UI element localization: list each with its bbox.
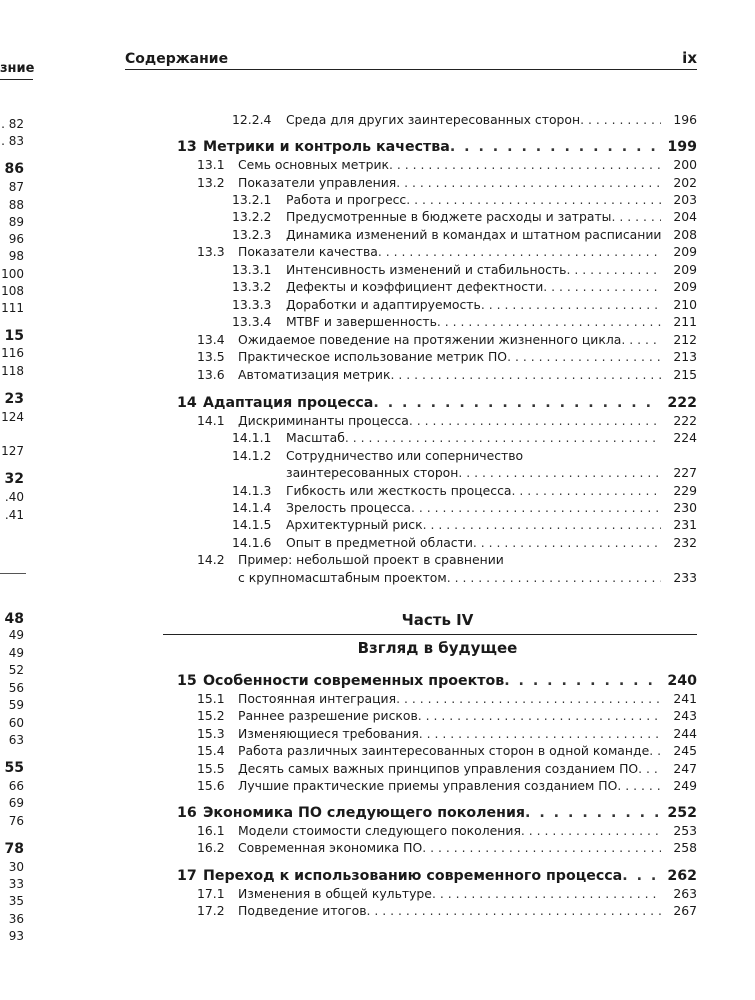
- toc-entry-number: 13.3: [197, 244, 225, 259]
- toc-entry-row[interactable]: [0, 111, 755, 129]
- toc-entry-number: 14.1.1: [232, 430, 272, 445]
- toc-entry-row[interactable]: [0, 331, 755, 349]
- left-page-number: 89: [8, 215, 24, 229]
- toc-entry-page: 200: [673, 157, 697, 172]
- toc-entry-title: заинтересованных сторон: [286, 465, 459, 480]
- toc-dot-leader: [450, 137, 661, 157]
- toc-entry-row[interactable]: [0, 690, 755, 708]
- toc-entry-number: 15.2: [197, 708, 225, 723]
- toc-entry-title: Динамика изменений в командах и штатном расписании: [286, 227, 662, 242]
- toc-entry-row[interactable]: [0, 191, 755, 209]
- toc-entry-row[interactable]: [0, 482, 755, 500]
- toc-entry-row[interactable]: [0, 534, 755, 552]
- toc-dot-leader: [423, 516, 661, 534]
- left-page-number: 48: [4, 611, 24, 627]
- header-rule: [125, 69, 697, 70]
- page-number: ix: [682, 49, 697, 67]
- toc-entry-title: Дискриминанты процесса: [238, 413, 409, 428]
- toc-dot-leader: [617, 777, 661, 795]
- toc-entry-row[interactable]: [0, 707, 755, 725]
- toc-entry-row[interactable]: [0, 464, 755, 482]
- left-page-number: .40: [4, 490, 24, 504]
- toc-entry-row[interactable]: [0, 296, 755, 314]
- toc-entry-row[interactable]: [0, 156, 755, 174]
- left-page-number: 52: [8, 663, 24, 677]
- toc-dot-leader: [390, 366, 661, 384]
- toc-entry-number: 13.3.4: [232, 314, 272, 329]
- toc-entry-page: 229: [673, 483, 697, 498]
- left-page-number: 55: [4, 760, 24, 776]
- toc-entry-title: Лучшие практические приемы управления созданием ПО: [238, 778, 618, 793]
- toc-entry-number: 13.2.2: [232, 209, 272, 224]
- toc-entry-row[interactable]: [0, 885, 755, 903]
- toc-entry-title: Предусмотренные в бюджете расходы и затраты: [286, 209, 612, 224]
- toc-dot-leader: [521, 822, 661, 840]
- toc-entry-page: 231: [673, 517, 697, 532]
- toc-entry-page: 196: [673, 112, 697, 127]
- toc-entry-page: 230: [673, 500, 697, 515]
- toc-dot-leader: [378, 243, 661, 261]
- toc-entry-row[interactable]: [0, 313, 755, 331]
- toc-dot-leader: [373, 393, 661, 413]
- toc-entry-row[interactable]: [0, 447, 755, 465]
- toc-entry-row[interactable]: [0, 777, 755, 795]
- toc-entry-title: Сотрудничество или соперничество: [286, 448, 524, 463]
- left-page-number: . 82: [1, 117, 24, 131]
- toc-entry-row[interactable]: [0, 243, 755, 261]
- toc-entry-page: 233: [673, 570, 697, 585]
- toc-entry-page: 241: [673, 691, 697, 706]
- left-page-number: 36: [8, 912, 24, 926]
- toc-dot-leader: [345, 429, 661, 447]
- toc-entry-title: Дефекты и коэффициент дефектности: [286, 279, 544, 294]
- left-page-number: 49: [8, 646, 24, 660]
- toc-entry-page: 227: [673, 465, 697, 480]
- toc-dot-leader: [389, 156, 661, 174]
- toc-entry-title: Интенсивность изменений и стабильность: [286, 262, 567, 277]
- left-page-number: 96: [8, 232, 24, 246]
- toc-dot-leader: [507, 348, 661, 366]
- toc-entry-row[interactable]: [0, 348, 755, 366]
- toc-entry-page: 209: [673, 244, 697, 259]
- toc-entry-number: 14: [177, 395, 197, 411]
- toc-dot-leader: [481, 296, 661, 314]
- toc-entry-page: 204: [673, 209, 697, 224]
- toc-dot-leader: [512, 482, 661, 500]
- left-page-number: 86: [4, 161, 24, 177]
- toc-entry-page: 232: [673, 535, 697, 550]
- toc-entry-title: Автоматизация метрик: [238, 367, 391, 382]
- toc-entry-row[interactable]: [0, 226, 755, 244]
- part-label: Часть IV: [401, 611, 474, 629]
- toc-entry-row[interactable]: [0, 278, 755, 296]
- left-page-number: 88: [8, 198, 24, 212]
- toc-entry-title: Раннее разрешение рисков: [238, 708, 418, 723]
- left-page-number: 100: [1, 267, 24, 281]
- toc-entry-title: Адаптация процесса: [203, 395, 374, 411]
- left-page-number: 118: [1, 364, 24, 378]
- toc-entry-title: Модели стоимости следующего поколения: [238, 823, 521, 838]
- toc-entry-number: 14.1.4: [232, 500, 272, 515]
- toc-dot-leader: [458, 464, 661, 482]
- toc-entry-page: 224: [673, 430, 697, 445]
- toc-entry-title: Пример: небольшой проект в сравнении: [238, 552, 504, 567]
- toc-dot-leader: [580, 111, 661, 129]
- left-page-number: 15: [4, 328, 24, 344]
- left-page-number: 33: [8, 877, 24, 891]
- toc-dot-leader: [396, 174, 661, 192]
- toc-chapter-row[interactable]: [0, 671, 755, 691]
- toc-dot-leader: [419, 725, 661, 743]
- toc-entry-title: Экономика ПО следующего поколения: [203, 805, 526, 821]
- toc-entry-title: Зрелость процесса: [286, 500, 412, 515]
- toc-entry-page: 199: [667, 139, 697, 155]
- toc-entry-page: 209: [673, 279, 697, 294]
- toc-entry-row[interactable]: [0, 742, 755, 760]
- toc-entry-title: Изменяющиеся требования: [238, 726, 419, 741]
- toc-entry-title: Подведение итогов: [238, 903, 367, 918]
- toc-dot-leader: [543, 278, 661, 296]
- left-page-number: 87: [8, 180, 24, 194]
- toc-entry-page: 209: [673, 262, 697, 277]
- toc-entry-title: Переход к использованию современного процесса: [203, 868, 623, 884]
- toc-dot-leader: [367, 902, 661, 920]
- left-page-header-rule: [0, 79, 33, 80]
- left-page-number: 60: [8, 716, 24, 730]
- left-page-number: 78: [4, 841, 24, 857]
- left-page-number: .41: [4, 508, 24, 522]
- toc-dot-leader: [621, 331, 661, 349]
- toc-entry-row[interactable]: [0, 499, 755, 517]
- toc-chapter-row[interactable]: [0, 866, 755, 886]
- toc-dot-leader: [473, 534, 661, 552]
- toc-entry-page: 253: [673, 823, 697, 838]
- toc-entry-page: 249: [673, 778, 697, 793]
- toc-dot-leader: [447, 569, 661, 587]
- toc-entry-number: 14.2: [197, 552, 225, 567]
- toc-entry-row[interactable]: [0, 551, 755, 569]
- left-page-number: 108: [1, 284, 24, 298]
- toc-entry-page: 252: [667, 805, 697, 821]
- left-page-number: 63: [8, 733, 24, 747]
- page-title: Содержание: [125, 51, 229, 67]
- toc-dot-leader: [566, 261, 661, 279]
- toc-entry-row[interactable]: [0, 760, 755, 778]
- toc-entry-title: с крупномасштабным проектом: [238, 570, 447, 585]
- toc-entry-number: 17: [177, 868, 197, 884]
- toc-entry-page: 267: [673, 903, 697, 918]
- toc-entry-row[interactable]: [0, 516, 755, 534]
- toc-dot-leader: [418, 707, 661, 725]
- toc-entry-number: 13.4: [197, 332, 225, 347]
- toc-entry-number: 13: [177, 139, 197, 155]
- toc-entry-title: Гибкость или жесткость процесса: [286, 483, 512, 498]
- toc-entry-number: 13.3.1: [232, 262, 272, 277]
- toc-chapter-row[interactable]: [0, 137, 755, 157]
- left-page-number: 66: [8, 779, 24, 793]
- toc-entry-row[interactable]: [0, 429, 755, 447]
- toc-entry-title: Современная экономика ПО: [238, 840, 423, 855]
- toc-dot-leader: [622, 866, 661, 886]
- toc-entry-page: 243: [673, 708, 697, 723]
- toc-entry-title: Доработки и адаптируемость: [286, 297, 481, 312]
- left-page-number: 76: [8, 814, 24, 828]
- toc-dot-leader: [422, 839, 661, 857]
- toc-entry-number: 15: [177, 673, 197, 689]
- toc-entry-page: 262: [667, 868, 697, 884]
- left-page-number: 93: [8, 929, 24, 943]
- left-page-header-fragment: зние: [0, 61, 35, 76]
- toc-entry-number: 14.1.6: [232, 535, 272, 550]
- toc-entry-row[interactable]: [0, 208, 755, 226]
- left-page-number: 32: [4, 471, 24, 487]
- toc-entry-page: 215: [673, 367, 697, 382]
- toc-entry-title: Среда для других заинтересованных сторон: [286, 112, 581, 127]
- toc-dot-leader: [525, 803, 661, 823]
- toc-dot-leader: [411, 499, 661, 517]
- part-rule: [163, 634, 697, 635]
- toc-entry-number: 16.2: [197, 840, 225, 855]
- toc-entry-number: 15.1: [197, 691, 225, 706]
- toc-chapter-row[interactable]: [0, 803, 755, 823]
- left-page-number: 23: [4, 391, 24, 407]
- toc-entry-number: 13.5: [197, 349, 225, 364]
- left-page-number: 35: [8, 894, 24, 908]
- toc-entry-title: Ожидаемое поведение на протяжении жизненного цикла: [238, 332, 622, 347]
- toc-entry-page: 213: [673, 349, 697, 364]
- toc-entry-title: Изменения в общей культуре: [238, 886, 432, 901]
- toc-entry-page: 208: [673, 227, 697, 242]
- toc-entry-row[interactable]: [0, 569, 755, 587]
- left-page-number: 69: [8, 796, 24, 810]
- toc-entry-page: 212: [673, 332, 697, 347]
- toc-entry-title: Работа и прогресс: [286, 192, 407, 207]
- toc-entry-row[interactable]: [0, 261, 755, 279]
- toc-entry-row[interactable]: [0, 822, 755, 840]
- toc-dot-leader: [396, 690, 661, 708]
- toc-dot-leader: [406, 191, 661, 209]
- toc-entry-title: Метрики и контроль качества: [203, 139, 450, 155]
- toc-entry-number: 17.2: [197, 903, 225, 918]
- left-page-number: 127: [1, 444, 24, 458]
- toc-entry-number: 16: [177, 805, 197, 821]
- toc-entry-row[interactable]: [0, 174, 755, 192]
- toc-entry-page: 222: [673, 413, 697, 428]
- toc-entry-title: Работа различных заинтересованных сторон в одной команде: [238, 743, 650, 758]
- toc-entry-row[interactable]: [0, 412, 755, 430]
- toc-entry-page: 244: [673, 726, 697, 741]
- left-page-number: 49: [8, 628, 24, 642]
- toc-entry-page: 247: [673, 761, 697, 776]
- toc-chapter-row[interactable]: [0, 393, 755, 413]
- toc-entry-title: Масштаб: [286, 430, 345, 445]
- toc-entry-number: 14.1.5: [232, 517, 272, 532]
- toc-entry-title: Постоянная интеграция: [238, 691, 397, 706]
- toc-entry-number: 13.2.1: [232, 192, 272, 207]
- left-page-number: . 83: [1, 134, 24, 148]
- toc-dot-leader: [409, 412, 661, 430]
- toc-entry-title: Показатели управления: [238, 175, 397, 190]
- toc-entry-row[interactable]: [0, 902, 755, 920]
- toc-entry-number: 14.1.3: [232, 483, 272, 498]
- toc-entry-number: 13.6: [197, 367, 225, 382]
- toc-entry-page: 203: [673, 192, 697, 207]
- toc-entry-title: Десять самых важных принципов управления созданием ПО: [238, 761, 639, 776]
- toc-entry-page: 222: [667, 395, 697, 411]
- toc-dot-leader: [611, 208, 661, 226]
- toc-entry-title: Особенности современных проектов: [203, 673, 505, 689]
- toc-entry-number: 13.2: [197, 175, 225, 190]
- toc-entry-number: 14.1: [197, 413, 225, 428]
- toc-entry-number: 12.2.4: [232, 112, 272, 127]
- toc-entry-number: 13.2.3: [232, 227, 272, 242]
- left-page-number: 56: [8, 681, 24, 695]
- left-page-number: 124: [1, 410, 24, 424]
- toc-entry-page: 258: [673, 840, 697, 855]
- toc-entry-page: 202: [673, 175, 697, 190]
- toc-dot-leader: [504, 671, 661, 691]
- left-page-number: 98: [8, 249, 24, 263]
- toc-entry-number: 13.1: [197, 157, 225, 172]
- toc-dot-leader: [432, 885, 661, 903]
- toc-entry-number: 15.6: [197, 778, 225, 793]
- toc-entry-page: 240: [667, 673, 697, 689]
- left-page-number: 116: [1, 346, 24, 360]
- toc-entry-number: 15.3: [197, 726, 225, 741]
- left-page-number: 30: [8, 860, 24, 874]
- toc-entry-number: 13.3.2: [232, 279, 272, 294]
- toc-entry-title: Практическое использование метрик ПО: [238, 349, 508, 364]
- toc-dot-leader: [437, 313, 661, 331]
- toc-entry-row[interactable]: [0, 725, 755, 743]
- toc-entry-title: Опыт в предметной области: [286, 535, 473, 550]
- toc-entry-page: 210: [673, 297, 697, 312]
- toc-entry-row[interactable]: [0, 366, 755, 384]
- toc-entry-page: 263: [673, 886, 697, 901]
- toc-entry-number: 16.1: [197, 823, 225, 838]
- toc-entry-page: 245: [673, 743, 697, 758]
- toc-entry-number: 15.5: [197, 761, 225, 776]
- toc-entry-title: MTBF и завершенность: [286, 314, 437, 329]
- toc-entry-number: 13.3.3: [232, 297, 272, 312]
- toc-entry-title: Показатели качества: [238, 244, 378, 259]
- toc-entry-row[interactable]: [0, 839, 755, 857]
- toc-entry-number: 17.1: [197, 886, 225, 901]
- left-page-number: 111: [1, 301, 24, 315]
- toc-entry-number: 14.1.2: [232, 448, 272, 463]
- part-title: Взгляд в будущее: [357, 639, 518, 657]
- toc-entry-title: Архитектурный риск: [286, 517, 423, 532]
- toc-entry-title: Семь основных метрик: [238, 157, 389, 172]
- left-page-number: 59: [8, 698, 24, 712]
- toc-entry-page: 211: [673, 314, 697, 329]
- toc-entry-number: 15.4: [197, 743, 225, 758]
